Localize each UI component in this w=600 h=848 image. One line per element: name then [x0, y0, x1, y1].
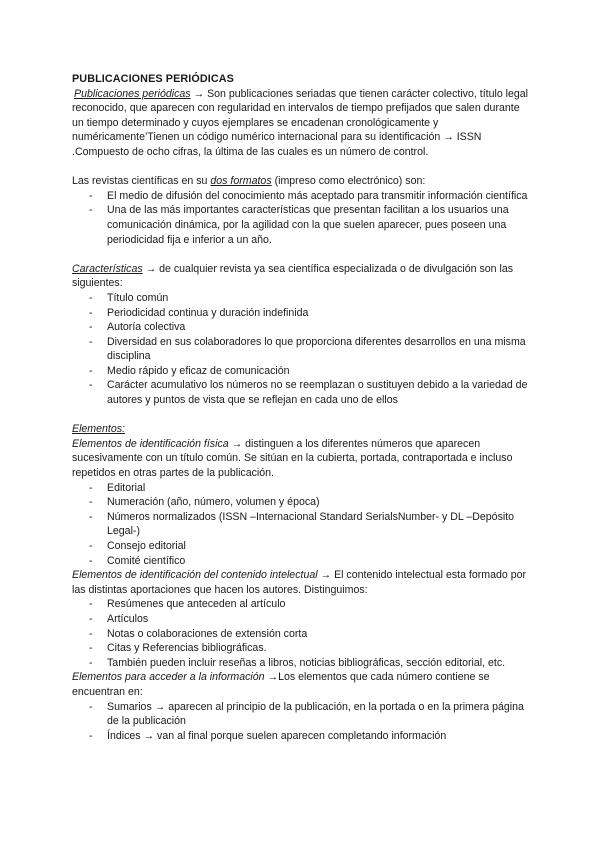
list-item: - Sumarios → aparecen al principio de la publicación, en la portada o en la primera página de la publicación: [72, 700, 532, 729]
list-item: - Citas y Referencias bibliográficas.: [72, 641, 532, 656]
list-item: - Números normalizados (ISSN –Internacional Standard SerialsNumber- y DL –Depósito Legal-): [72, 510, 532, 539]
list-item: - Periodicidad continua y duración indefinida: [72, 306, 532, 321]
list-item: - Diversidad en sus colaboradores lo que proporciona diferentes desarrollos en una misma disciplina: [72, 335, 532, 364]
spacer: [72, 247, 532, 262]
intellectual-id-text: → El contenido intelectual esta formado por las distintas aportaciones que hacen los autores. Distinguimos:: [72, 569, 527, 596]
spacer: [72, 160, 532, 175]
access-term: Elementos para acceder a la información: [72, 671, 265, 684]
definition-paragraph: [72, 87, 532, 160]
list-item: - Título común: [72, 291, 532, 306]
list-item: - Comité científico: [72, 554, 532, 569]
formats-post: (impreso como electrónico) son:: [271, 175, 426, 188]
list-item: - El medio de difusión del conocimiento más aceptado para transmitir información científica: [72, 189, 532, 204]
access-list: [72, 700, 532, 744]
intellectual-id-list: [72, 597, 532, 670]
formats-pre: Las revistas científicas en su: [72, 175, 211, 188]
formats-list: [72, 189, 532, 247]
characteristics-term: Características: [72, 262, 143, 275]
list-item: - Autoría colectiva: [72, 320, 532, 335]
access-intro: [72, 670, 532, 699]
physical-id-term: Elementos de identificación física: [72, 437, 229, 450]
list-item: - Editorial: [72, 481, 532, 496]
formats-intro: [72, 174, 532, 189]
list-item: - Consejo editorial: [72, 539, 532, 554]
list-item: - Numeración (año, número, volumen y época): [72, 495, 532, 510]
list-item: - Notas o colaboraciones de extensión corta: [72, 627, 532, 642]
physical-id-intro: [72, 437, 532, 481]
list-item: - Carácter acumulativo los números no se reemplazan o sustituyen debido a la variedad de autores y puntos de vista que se reflejan en cada uno de ellos: [72, 378, 532, 407]
document-title: PUBLICACIONES PERIÓDICAS: [72, 73, 234, 85]
formats-term: dos formatos: [210, 175, 272, 188]
list-item: - Una de las más importantes características que presentan facilitan a los usuarios una comunicación dinámica, por la agilidad con la que suelen aparecer, pues poseen una periodicidad fija e inferior a un año.: [72, 203, 532, 247]
elements-heading-text: Elementos:: [72, 423, 125, 436]
characteristics-intro: [72, 262, 532, 291]
characteristics-list: [72, 291, 532, 408]
intellectual-id-intro: [72, 568, 532, 597]
access-text: →Los elementos que cada número contiene se encuentran en:: [72, 671, 490, 698]
definition-term: Publicaciones periódicas: [74, 87, 191, 100]
definition-text: → Son publicaciones seriadas que tienen carácter colectivo, título legal reconocido, que aparecen con regularidad en intervalos de tiempo prefijados que salen durante un tiempo determinado y cuyos ejemplares se encadenan cronológicamente y numéricamente’Tienen un código numérico internacional para su identificación → ISSN .Compuesto de ocho cifras, la última de las cuales es un número de control.: [72, 87, 529, 158]
spacer: [72, 408, 532, 423]
list-item: - También pueden incluir reseñas a libros, noticias bibliográficas, sección editorial, etc.: [72, 656, 532, 671]
list-item: - Artículos: [72, 612, 532, 627]
physical-id-text: → distinguen a los diferentes números que aparecen sucesivamente con un título común. Se sitúan en la cubierta, portada, contraportada e incluso repetidos en otras partes de la publicación.: [72, 437, 513, 480]
elements-heading: [72, 422, 532, 437]
physical-id-list: [72, 481, 532, 569]
intellectual-id-term: Elementos de identificación del contenido intelectual: [72, 569, 318, 582]
list-item: - Índices → van al final porque suelen aparecen completando información: [72, 729, 532, 744]
document-body: [72, 72, 532, 743]
list-item: - Medio rápido y eficaz de comunicación: [72, 364, 532, 379]
characteristics-text: → de cualquier revista ya sea científica especializada o de divulgación son las siguientes:: [72, 262, 514, 290]
list-item: - Resúmenes que anteceden al artículo: [72, 597, 532, 612]
